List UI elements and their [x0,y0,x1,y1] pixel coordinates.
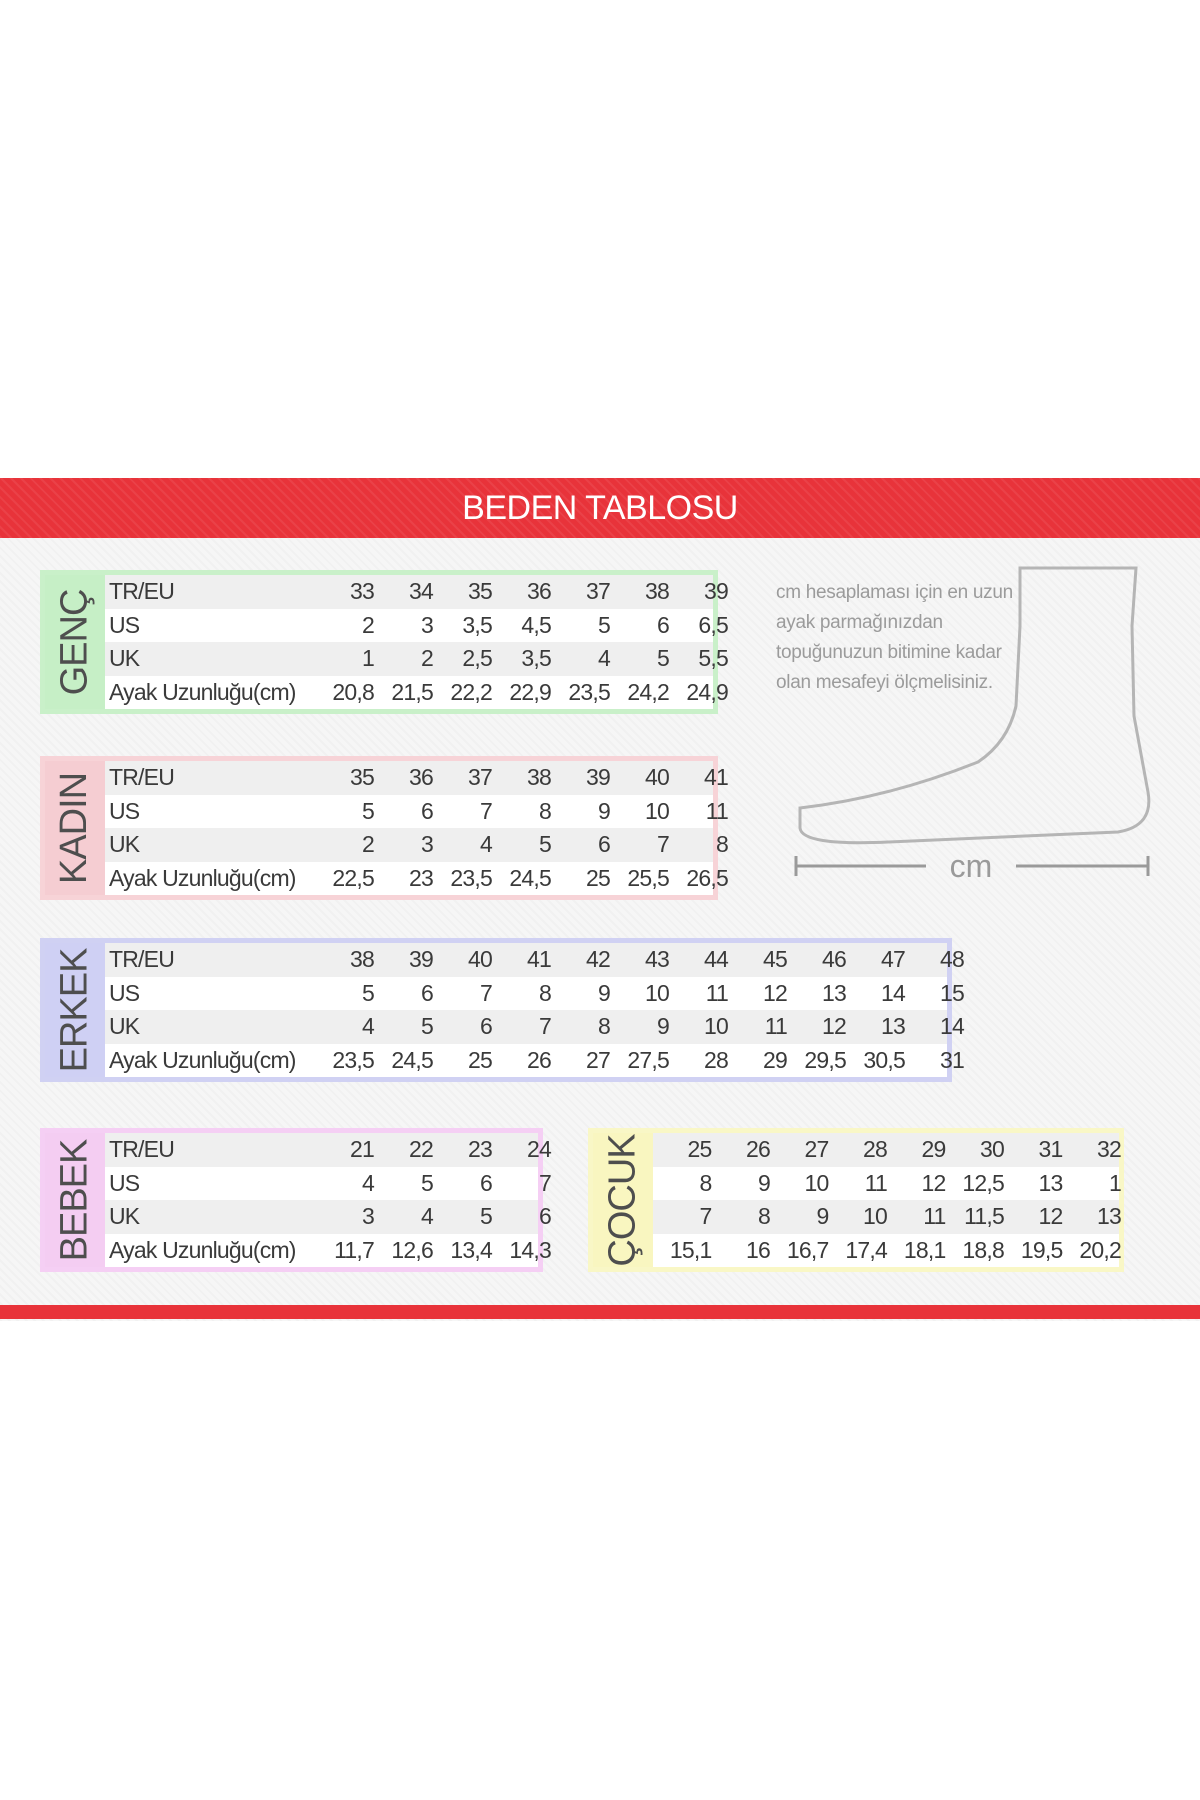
table-cell: 4 [480,831,492,858]
section-erkek [40,938,964,1082]
table-cell: 22,5 [332,864,374,891]
table-cell: 7 [480,979,492,1006]
table-cell: 8 [699,1169,712,1196]
row-label: US [109,611,140,638]
section-label-cocuk [593,1133,653,1267]
table-cell: 12 [763,979,787,1006]
table-cell: 35 [350,764,374,791]
chart-title: BEDEN TABLOSU [462,488,738,527]
table-cell: 6 [480,1013,492,1040]
table-cell: 18,1 [903,1236,946,1263]
table-cell: 39 [586,764,610,791]
table-cell: 14 [881,979,905,1006]
table-cell: 8 [598,1013,610,1040]
table-row [105,862,728,896]
table-row [105,676,728,710]
section-label-genc [45,575,105,709]
row-label: UK [109,1013,140,1040]
table-cell: 5 [421,1013,433,1040]
row-label: US [109,1169,140,1196]
table-cell: 31 [1038,1136,1063,1163]
table-row [105,1010,964,1044]
table-row [653,1200,1119,1234]
section-kadin [40,756,728,900]
table-cell: 24,2 [627,678,669,705]
section-title: ERKEK [53,948,96,1072]
table-cell: 7 [539,1169,551,1196]
table-cell: 41 [704,764,728,791]
table-cell: 25,5 [627,864,669,891]
table-cell: 5 [598,611,610,638]
row-label: UK [109,831,140,858]
table-cell: 6 [657,611,669,638]
table-cell: 10 [704,1013,728,1040]
table-row [653,1167,1119,1201]
row-label: Ayak Uzunluğu(cm) [109,1046,296,1073]
table-cell: 19,5 [1020,1236,1063,1263]
table-cell: 28 [863,1136,887,1163]
size-table-bebek [105,1133,551,1267]
table-row [105,1044,964,1078]
table-cell: 27 [586,1046,610,1073]
table-cell: 11 [923,1203,946,1230]
table-cell: 14,3 [509,1236,551,1263]
section-title: ÇOCUK [601,1133,644,1267]
table-cell: 10 [863,1203,887,1230]
table-cell: 31 [940,1046,964,1073]
table-cell: 8 [716,831,728,858]
table-cell: 40 [645,764,669,791]
table-cell: 3 [362,1203,374,1230]
table-cell: 4 [362,1013,374,1040]
table-cell: 7 [657,831,669,858]
table-cell: 11 [764,1013,787,1040]
table-cell: 25 [687,1136,712,1163]
table-cell: 48 [940,946,964,973]
table-cell: 22,9 [509,678,551,705]
table-row [653,1133,1119,1167]
table-cell: 5 [421,1169,433,1196]
table-cell: 13,4 [450,1236,492,1263]
row-label: TR/EU [109,1136,175,1163]
table-cell: 47 [881,946,905,973]
table-cell: 23,5 [450,864,492,891]
table-cell: 8 [539,979,551,1006]
size-table-erkek [105,943,964,1077]
table-cell: 6 [421,797,433,824]
table-cell: 16 [746,1236,770,1263]
table-row [105,943,964,977]
table-cell: 5 [539,831,551,858]
table-cell: 43 [645,946,669,973]
table-cell: 3,5 [462,611,492,638]
table-cell: 3 [421,611,433,638]
table-cell: 12 [1038,1203,1063,1230]
table-cell: 46 [822,946,846,973]
bottom-bar [0,1305,1200,1319]
table-cell: 13 [822,979,846,1006]
table-cell: 2 [362,611,374,638]
row-label: TR/EU [109,578,175,605]
table-cell: 17,4 [845,1236,887,1263]
section-label-erkek [45,943,105,1077]
table-cell: 32 [1097,1136,1121,1163]
table-cell: 38 [645,578,669,605]
table-cell: 30,5 [863,1046,905,1073]
table-cell: 11,7 [334,1236,374,1263]
table-cell: 23 [409,864,433,891]
table-cell: 1 [362,645,374,672]
measurement-instructions: cm hesaplaması için en uzun ayak parmağınızdan topuğunuzun bitimine kadar olan mesafeyi ölçmelisiniz. [776,582,1013,693]
table-row [105,828,728,862]
table-cell: 10 [645,797,669,824]
table-cell: 12 [921,1169,946,1196]
table-cell: 23,5 [332,1046,374,1073]
table-cell: 5 [362,979,374,1006]
size-chart [0,478,1200,1321]
section-label-bebek [45,1133,105,1267]
table-cell: 2 [421,645,433,672]
size-table-cocuk [653,1133,1119,1267]
table-cell: 12 [822,1013,846,1040]
table-cell: 3 [421,831,433,858]
table-cell: 11,5 [964,1203,1004,1230]
table-cell: 10 [645,979,669,1006]
table-cell: 8 [539,797,551,824]
table-cell: 7 [539,1013,551,1040]
foot-outline [800,568,1149,843]
table-cell: 6 [539,1203,551,1230]
table-cell: 20,2 [1079,1236,1121,1263]
table-cell: 16,7 [786,1236,829,1263]
table-cell: 9 [598,979,610,1006]
table-cell: 9 [758,1169,770,1196]
row-label: TR/EU [109,946,175,973]
table-cell: 23,5 [568,678,610,705]
table-cell: 33 [350,578,374,605]
table-cell: 40 [468,946,492,973]
table-cell: 5 [657,645,669,672]
table-cell: 6 [480,1169,492,1196]
table-cell: 13 [881,1013,905,1040]
table-cell: 24 [527,1136,551,1163]
table-cell: 2 [362,831,374,858]
table-cell: 36 [409,764,433,791]
table-cell: 9 [598,797,610,824]
table-cell: 21,5 [391,678,433,705]
table-cell: 14 [940,1013,964,1040]
table-row [105,1200,551,1234]
table-cell: 8 [758,1203,770,1230]
table-cell: 39 [704,578,728,605]
size-table-kadin [105,761,728,895]
table-cell: 28 [704,1046,728,1073]
table-cell: 41 [527,946,551,973]
table-cell: 6,5 [698,611,728,638]
row-label: Ayak Uzunluğu(cm) [109,1236,296,1263]
section-bebek [40,1128,551,1272]
table-cell: 1 [1109,1169,1121,1196]
table-cell: 29,5 [804,1046,846,1073]
table-row [105,642,728,676]
table-cell: 5,5 [698,645,728,672]
table-cell: 25 [586,864,610,891]
table-cell: 35 [468,578,492,605]
row-label: UK [109,1203,140,1230]
table-cell: 37 [586,578,610,605]
section-title: GENÇ [53,589,96,695]
table-cell: 9 [816,1203,829,1230]
table-cell: 4 [421,1203,433,1230]
table-cell: 2,5 [462,645,492,672]
row-label: US [109,979,140,1006]
table-cell: 27,5 [627,1046,669,1073]
table-cell: 10 [804,1169,829,1196]
table-row [653,1234,1119,1268]
table-cell: 4,5 [521,611,551,638]
table-cell: 12,5 [962,1169,1004,1196]
table-cell: 12,6 [391,1236,433,1263]
row-label: UK [109,645,140,672]
table-cell: 25 [468,1046,492,1073]
table-cell: 45 [763,946,787,973]
table-cell: 27 [804,1136,829,1163]
table-cell: 38 [527,764,551,791]
table-cell: 5 [480,1203,492,1230]
table-cell: 26 [746,1136,770,1163]
table-cell: 7 [480,797,492,824]
table-cell: 44 [704,946,728,973]
table-cell: 5 [362,797,374,824]
table-cell: 11 [864,1169,887,1196]
table-row [105,795,728,829]
table-row [105,609,728,643]
table-cell: 15 [940,979,964,1006]
measure-unit-label: cm [949,848,993,884]
row-label: TR/EU [109,764,175,791]
table-cell: 11 [705,979,728,1006]
table-cell: 13 [1038,1169,1063,1196]
table-cell: 29 [921,1136,946,1163]
row-label: US [109,797,140,824]
table-cell: 24,5 [509,864,551,891]
section-title: BEBEK [53,1139,96,1261]
table-cell: 42 [586,946,610,973]
size-table-genc [105,575,728,709]
table-cell: 29 [763,1046,787,1073]
section-title: KADIN [53,772,96,884]
table-cell: 21 [350,1136,374,1163]
table-cell: 30 [980,1136,1004,1163]
table-cell: 13 [1097,1203,1121,1230]
table-cell: 34 [409,578,433,605]
table-row [105,1234,551,1268]
table-cell: 38 [350,946,374,973]
section-genc [40,570,728,714]
table-row [105,977,964,1011]
table-cell: 6 [598,831,610,858]
table-cell: 6 [421,979,433,1006]
table-row [105,1133,551,1167]
table-cell: 26,5 [686,864,728,891]
table-cell: 4 [598,645,610,672]
table-cell: 26 [527,1046,551,1073]
foot-outline-icon [788,566,1168,906]
table-cell: 9 [657,1013,669,1040]
table-cell: 22 [409,1136,433,1163]
table-cell: 39 [409,946,433,973]
table-cell: 15,1 [669,1236,712,1263]
table-row [105,575,728,609]
table-cell: 22,2 [450,678,492,705]
table-cell: 20,8 [332,678,374,705]
table-row [105,761,728,795]
table-cell: 3,5 [521,645,551,672]
row-label: Ayak Uzunluğu(cm) [109,678,296,705]
table-cell: 36 [527,578,551,605]
table-cell: 23 [468,1136,492,1163]
table-row [105,1167,551,1201]
section-cocuk [588,1128,1124,1272]
table-cell: 18,8 [962,1236,1004,1263]
section-label-kadin [45,761,105,895]
table-cell: 7 [699,1203,712,1230]
table-cell: 11 [705,797,728,824]
table-cell: 37 [468,764,492,791]
row-label: Ayak Uzunluğu(cm) [109,864,296,891]
table-cell: 24,5 [391,1046,433,1073]
title-bar [0,478,1200,538]
table-cell: 4 [362,1169,374,1196]
table-cell: 24,9 [686,678,728,705]
